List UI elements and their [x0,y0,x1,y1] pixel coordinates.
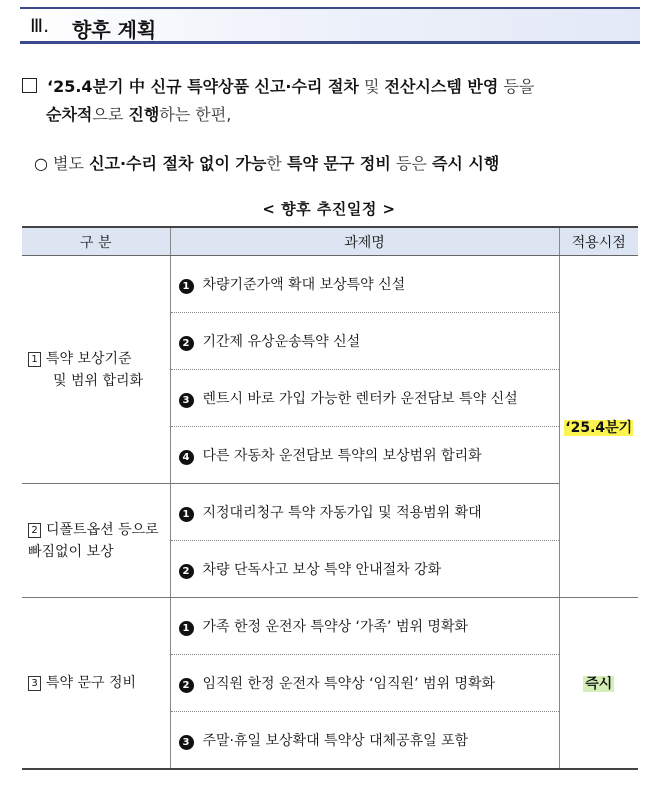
intro-text: 별도 [47,154,90,173]
category-number-box: 1 [28,352,41,367]
task-cell [170,370,559,427]
intro-text: 으로 [92,105,129,124]
table-row [22,256,638,313]
category-cell-2 [22,484,170,598]
task-text: 가족 한정 운전자 특약상 ‘가족’ 범위 명확화 [202,619,469,635]
intro-text: 및 [358,77,385,96]
intro-text-bold: 진행 [128,105,160,124]
task-text: 임직원 한정 운전자 특약상 ‘임직원’ 범위 명확화 [202,676,496,692]
section-header [20,7,640,44]
category-label: 디폴트옵션 등으로 [46,521,159,538]
task-text: 차량기준가액 확대 보상특약 신설 [202,277,406,293]
circled-number-icon: 1 [179,621,194,636]
task-cell [170,427,559,484]
category-number-box: 2 [28,523,41,538]
intro-text: 등은 [390,154,432,173]
intro-text-bold: 즉시 시행 [431,154,500,173]
table-header-row [22,227,638,256]
task-text: 다른 자동차 운전담보 특약의 보상범위 합리화 [202,448,482,464]
header-task: 과제명 [170,227,559,256]
task-text: 기간제 유상운송특약 신설 [202,334,361,350]
circled-number-icon: 2 [179,336,194,351]
intro-text: 등을 [498,77,535,96]
intro-text-bold: 전산시스템 반영 [384,77,499,96]
intro-text: 하는 한편, [159,105,232,124]
table-row [22,484,638,541]
category-label: 빠짐없이 보상 [28,543,114,560]
task-text: 차량 단독사고 보상 특약 안내절차 강화 [202,562,442,578]
section-title: 향후 계획 [72,18,157,42]
category-cell-3 [22,598,170,770]
schedule-table [22,226,638,770]
category-number-box: 3 [28,676,41,691]
category-label: 특약 문구 정비 [46,675,137,691]
table-caption: < 향후 추진일정 > [262,200,396,218]
task-cell [170,313,559,370]
circled-number-icon: 2 [179,678,194,693]
circled-number-icon: 1 [179,507,194,522]
timing-badge: 즉시 [585,676,613,692]
intro-paragraph-line1 [22,73,534,101]
category-label: 및 범위 합리화 [53,372,144,389]
timing-badge: ‘25.4분기 [565,419,633,436]
task-cell [170,598,559,655]
category-label: 특약 보상기준 [46,350,132,367]
intro-paragraph-line2 [46,101,231,129]
category-cell-1 [22,256,170,484]
checkbox-bullet-icon [22,78,37,93]
header-timing: 적용시점 [559,227,638,256]
intro-text-bold: 특약 문구 정비 [286,154,391,173]
task-cell [170,484,559,541]
circled-number-icon: 2 [179,564,194,579]
timing-cell-q4 [559,256,638,598]
intro-text-bold: 신고·수리 절차 없이 가능 [89,154,267,173]
task-text: 지정대리청구 특약 자동가입 및 적용범위 확대 [202,505,482,521]
table-row [22,598,638,655]
task-text: 주말·휴일 보상확대 특약상 대체공휴일 포함 [202,733,469,749]
task-text: 렌트시 바로 가입 가능한 렌터카 운전담보 특약 신설 [202,391,518,407]
circled-number-icon: 4 [179,450,194,465]
intro-subparagraph [34,150,499,178]
intro-text: 한 [266,154,287,173]
circle-bullet-icon: ○ [34,154,48,173]
circled-number-icon: 3 [179,393,194,408]
intro-text-bold: 순차적 [46,105,93,124]
task-cell [170,541,559,598]
circled-number-icon: 3 [179,735,194,750]
task-cell [170,655,559,712]
timing-cell-immediate [559,598,638,770]
header-category: 구 분 [22,227,170,256]
intro-text-bold: ‘25.4분기 中 신규 특약상품 신고·수리 절차 [47,77,359,96]
task-cell [170,256,559,313]
circled-number-icon: 1 [179,279,194,294]
task-cell [170,712,559,770]
section-number: Ⅲ. [30,15,50,37]
